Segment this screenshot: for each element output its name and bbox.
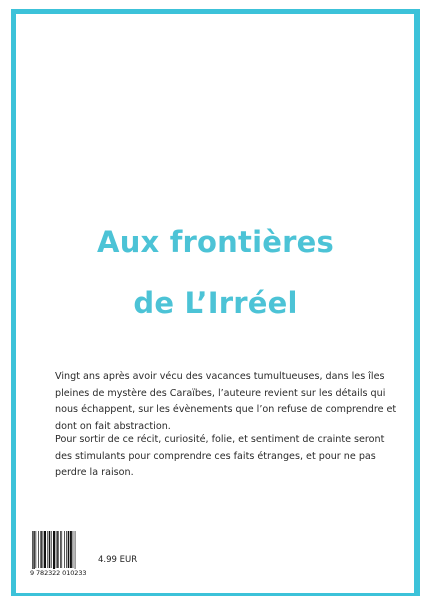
barcode-bar xyxy=(75,531,76,571)
barcode-bar xyxy=(51,531,52,568)
barcode-bar xyxy=(70,531,72,568)
isbn-barcode xyxy=(30,531,90,580)
barcode-bar xyxy=(61,531,62,568)
barcode-bar xyxy=(53,531,55,571)
barcode-bar xyxy=(66,531,67,568)
barcode-bar xyxy=(38,531,39,568)
barcode-bar xyxy=(56,531,57,568)
price-label: 4.99 EUR xyxy=(98,555,138,565)
barcode-bar xyxy=(47,531,48,568)
blurb-paragraph-1: Vingt ans après avoir vécu des vacances tumultueuses, dans les îles pleines de mystère des Caraïbes, l’auteure revient sur les détails qui nous échappent, sur les évènements que l’on refuse de comprendre et dont on fait abstraction. xyxy=(55,371,397,432)
barcode-bar xyxy=(36,531,37,568)
barcode-bar xyxy=(32,531,33,571)
barcode-bar xyxy=(33,531,34,571)
barcode-bar xyxy=(49,531,50,568)
barcode-bars xyxy=(30,531,90,571)
blurb-paragraph-2: Pour sortir de ce récit, curiosité, folie, et sentiment de crainte seront des stimulants pour comprendre ces faits étranges, et pour ne pas perdre la raison. xyxy=(55,434,385,478)
barcode-bar xyxy=(43,531,44,568)
barcode-bar xyxy=(73,531,74,568)
barcode-bar xyxy=(60,531,61,568)
barcode-bar xyxy=(57,531,58,568)
barcode-bar xyxy=(44,531,46,568)
barcode-bar xyxy=(40,531,41,568)
barcode-bar xyxy=(64,531,65,568)
isbn-number: 9 782322 010233 xyxy=(30,569,90,577)
barcode-bar xyxy=(68,531,69,568)
book-title-line-1: Aux frontières xyxy=(97,225,334,259)
book-title-line-2: de L’Irréel xyxy=(133,286,298,320)
